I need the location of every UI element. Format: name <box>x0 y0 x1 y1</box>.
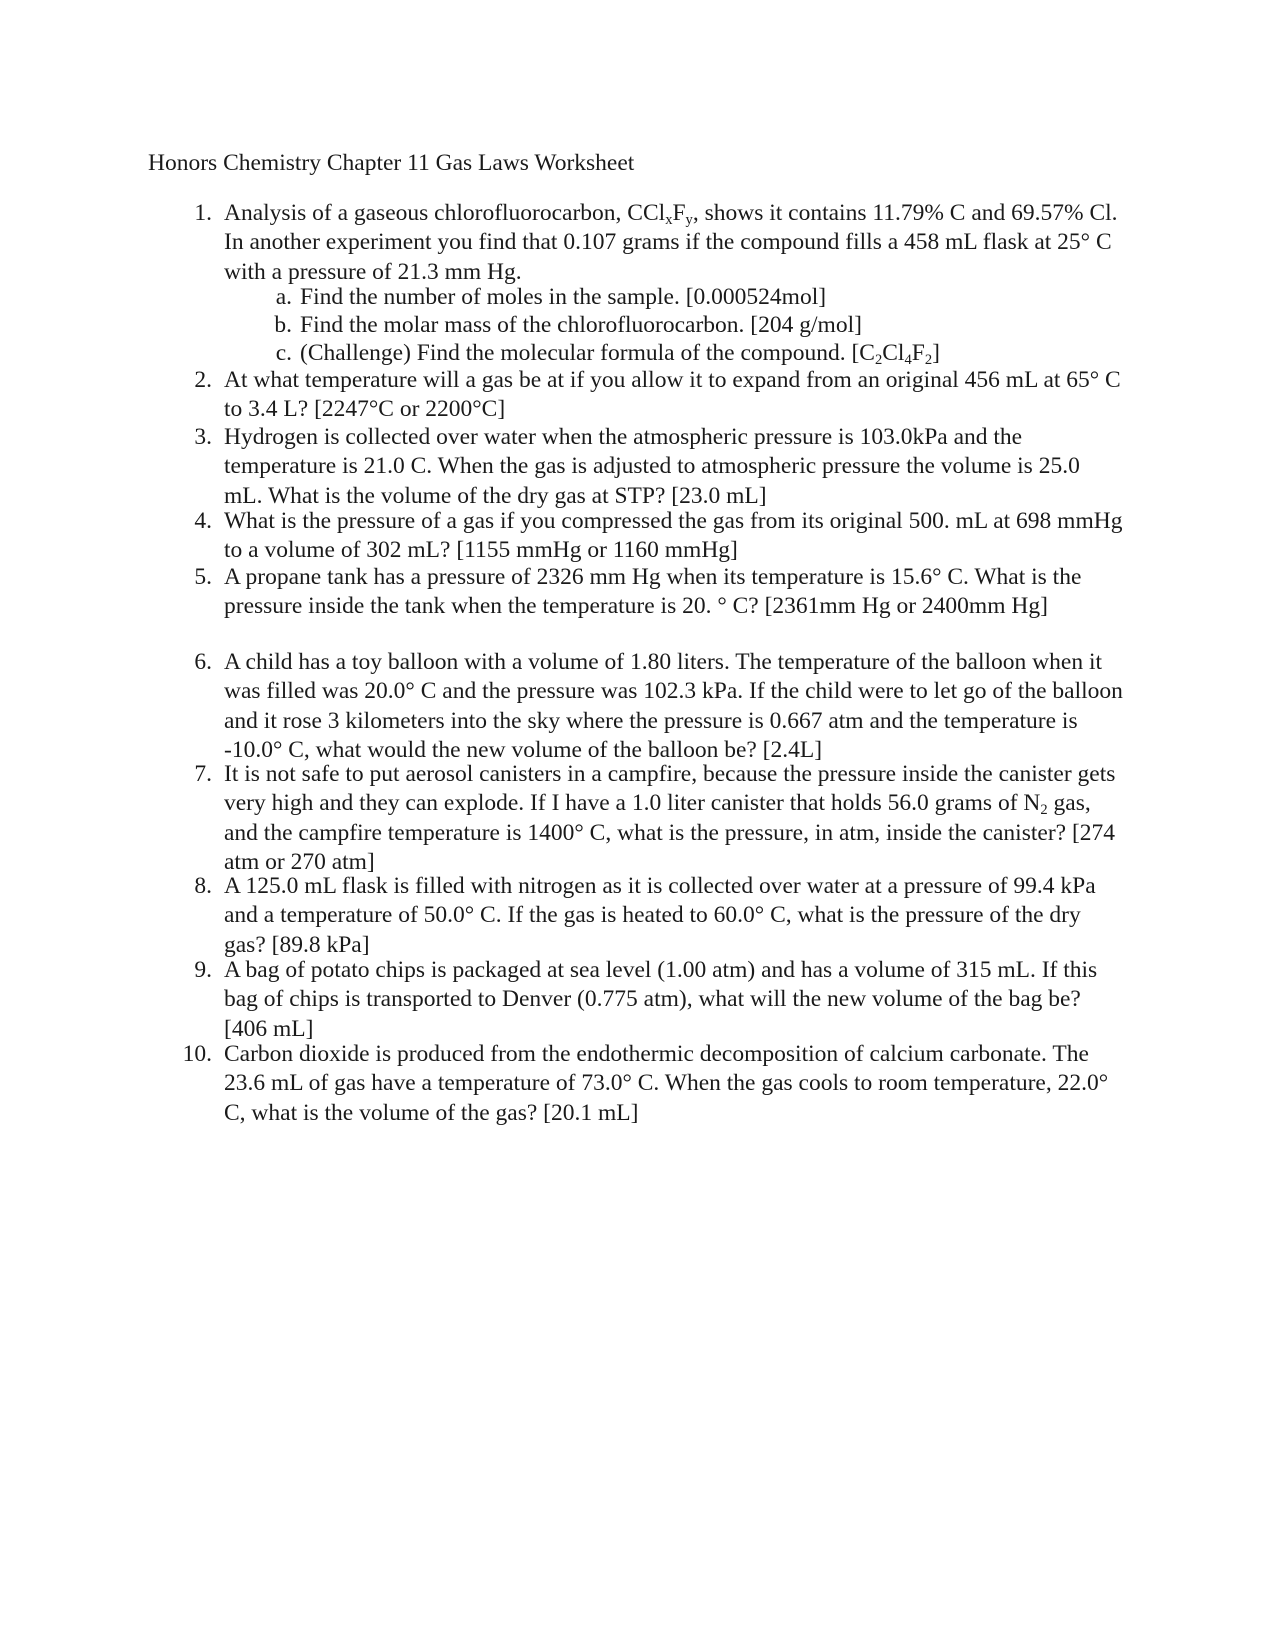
question-6 <box>194 648 1124 765</box>
question-number: 7. <box>194 761 212 787</box>
question-4 <box>194 507 1124 566</box>
question-number: 2. <box>194 367 212 393</box>
part-text: Find the number of moles in the sample. [0.000524mol] <box>300 284 827 310</box>
part-text: (Challenge) Find the molecular formula of the compound. $[C_2Cl_4F_2]$ <box>300 340 940 369</box>
question-text: Analysis of a gaseous chlorofluorocarbon, $CCl_xF_y$, shows it contains 11.79% C and 69.57% Cl. In another experiment you find that 0.107 grams if the compound fills a 458 mL flask at 25° C with a pressure of 21.3 mm Hg. <box>224 200 1118 285</box>
part-letter: a. <box>275 284 292 310</box>
page-title: Honors Chemistry Chapter 11 Gas Laws Worksheet <box>148 150 635 176</box>
part-letter: b. <box>274 312 292 338</box>
question-9 <box>194 956 1124 1044</box>
part-letter: c. <box>275 340 292 366</box>
question-text: At what temperature will a gas be at if you allow it to expand from an original 456 mL at 65° C to 3.4 L? [2247°C or 2200°C] <box>224 367 1121 423</box>
question-number: 9. <box>194 957 212 983</box>
question-number: 10. <box>182 1041 212 1067</box>
question-1-part-b <box>274 311 1100 340</box>
question-number: 6. <box>194 649 212 675</box>
question-text: What is the pressure of a gas if you compressed the gas from its original 500. mL at 698 mmHg to a volume of 302 mL? [1155 mmHg or 1160 mmHg] <box>224 508 1123 564</box>
question-text: A bag of potato chips is packaged at sea level (1.00 atm) and has a volume of 315 mL. If this bag of chips is transported to Denver (0.775 atm), what will the new volume of the bag be? [406 mL] <box>224 957 1098 1042</box>
question-text: A child has a toy balloon with a volume of 1.80 liters. The temperature of the balloon when it was filled was 20.0° C and the pressure was 102.3 kPa. If the child were to let go of the balloon and it rose 3 kilometers into the sky where the pressure is 0.667 atm and the temperature is -10.0° C, what would the new volume of the balloon be? [2.4L] <box>224 649 1123 763</box>
question-3 <box>194 423 1124 511</box>
question-text: Hydrogen is collected over water when the atmospheric pressure is 103.0kPa and the temperature is 21.0 C. When the gas is adjusted to atmospheric pressure the volume is 25.0 mL. What is the volume of the dry gas at STP? [23.0 mL] <box>224 424 1080 509</box>
question-text: It is not safe to put aerosol canisters in a campfire, because the pressure inside the canister gets very high and they can explode. If I have a 1.0 liter canister that holds 56.0 grams of $N_2$ gas, and the campfire temperature is 1400° C, what is the pressure, in atm, inside the canister? [274 atm or 270 atm] <box>224 761 1116 875</box>
question-1-part-c <box>275 339 1100 369</box>
question-number: 5. <box>194 564 212 590</box>
question-number: 3. <box>194 424 212 450</box>
question-number: 4. <box>194 508 212 534</box>
question-1-part-a <box>275 283 1100 312</box>
question-text: Carbon dioxide is produced from the endothermic decomposition of calcium carbonate. The 23.6 mL of gas have a temperature of 73.0° C. When the gas cools to room temperature, 22.0° C, what is the volume of the gas? [20.1 mL] <box>224 1041 1109 1126</box>
question-number: 1. <box>194 200 212 226</box>
question-5 <box>194 563 1124 622</box>
question-1 <box>194 199 1124 287</box>
part-text: Find the molar mass of the chlorofluorocarbon. [204 g/mol] <box>300 312 862 338</box>
question-8 <box>194 872 1124 960</box>
question-7 <box>194 760 1124 877</box>
question-text: A propane tank has a pressure of 2326 mm Hg when its temperature is 15.6° C. What is the pressure inside the tank when the temperature is 20. ° C? [2361mm Hg or 2400mm Hg] <box>224 564 1082 620</box>
question-text: A 125.0 mL flask is filled with nitrogen as it is collected over water at a pressure of 99.4 kPa and a temperature of 50.0° C. If the gas is heated to 60.0° C, what is the pressure of the dry gas? [89.8 kPa] <box>224 873 1096 958</box>
question-2 <box>194 366 1124 425</box>
question-10 <box>182 1040 1124 1128</box>
question-number: 8. <box>194 873 212 899</box>
